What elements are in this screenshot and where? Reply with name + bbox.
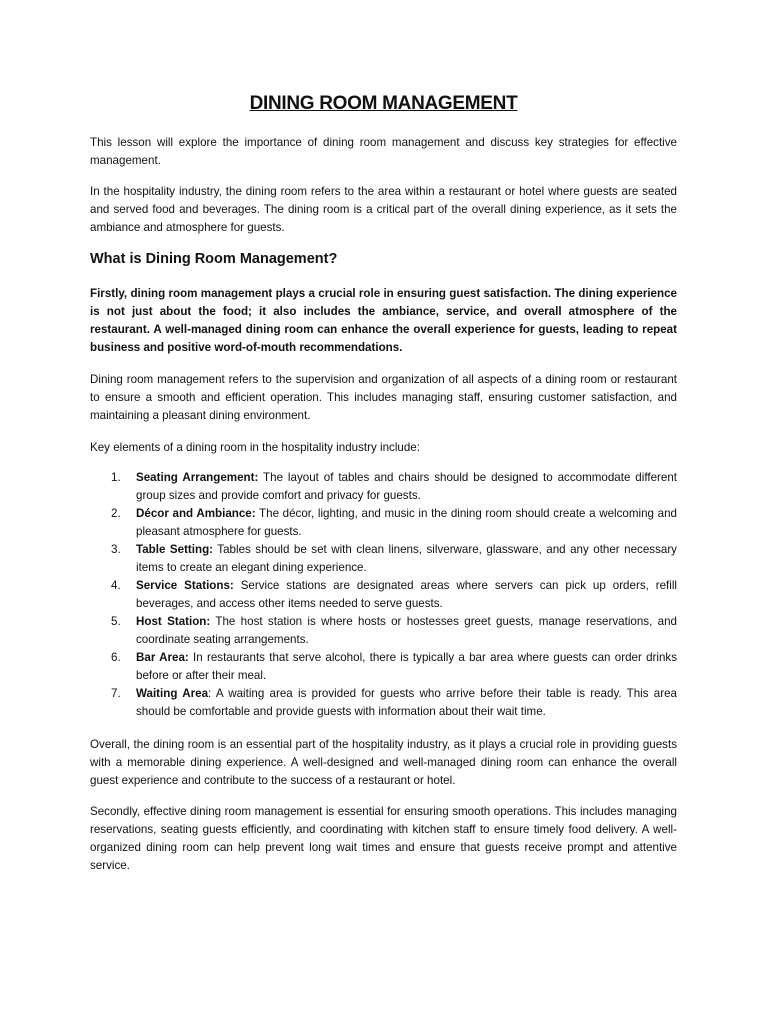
list-number: 6. [111,651,121,664]
list-number: 2. [111,507,121,520]
list-item [90,685,677,721]
list-term: Waiting Area [136,687,209,700]
list-intro [90,439,677,457]
list-term: Bar Area: [136,651,189,664]
paragraph-text: Key elements of a dining room in the hospitality industry include: [90,441,420,454]
list-item [90,541,677,577]
list-term: Service Stations: [136,579,234,592]
list-term: Seating Arrangement: [136,471,259,484]
list-text: In restaurants that serve alcohol, there is typically a bar area where guests can order drinks before or after their meal. [136,651,677,682]
definition-paragraph [90,371,677,425]
paragraph-text: Overall, the dining room is an essential part of the hospitality industry, as it plays a crucial role in providing guests with a memorable dining experience. A well-designed and well-managed dining room can enhance the overall guest experience and contribute to the success of a restaurant or hotel. [90,738,677,787]
closing-paragraph-1 [90,736,677,790]
paragraph-text: Firstly, dining room management plays a crucial role in ensuring guest satisfaction. The dining experience is not just about the food; it also includes the ambiance, service, and overall atmosphere of the restaurant. A well-managed dining room can enhance the overall experience for guests, leading to repeat business and positive word-of-mouth recommendations. [90,287,677,354]
document-title: DINING ROOM MANAGEMENT [249,93,518,114]
list-text: Tables should be set with clean linens, silverware, glassware, and any other necessary items to create an elegant dining experience. [136,543,677,574]
intro-paragraph-1 [90,134,677,170]
list-number: 4. [111,579,121,592]
list-item [90,613,677,649]
intro-paragraph-2 [90,183,677,237]
list-text: Service stations are designated areas where servers can pick up orders, refill beverages, and access other items needed to serve guests. [136,579,678,610]
list-term: Décor and Ambiance: [136,507,256,520]
list-text: The host station is where hosts or hostesses greet guests, manage reservations, and coordinate seating arrangements. [136,615,677,646]
paragraph-text: Dining room management refers to the supervision and organization of all aspects of a dining room or restaurant to ensure a smooth and efficient operation. This includes managing staff, ensuring customer satisfaction, and maintaining a pleasant dining environment. [90,373,677,422]
list-item [90,469,677,505]
list-item [90,649,677,685]
list-number: 7. [111,687,121,700]
section-heading: What is Dining Room Management? [90,251,338,267]
list-text: : A waiting area is provided for guests who arrive before their table is ready. This area should be comfortable and provide guests with information about their wait time. [136,687,677,718]
list-text: The décor, lighting, and music in the dining room should create a welcoming and pleasant atmosphere for guests. [136,507,677,538]
list-number: 1. [111,471,121,484]
key-elements-list [90,469,677,721]
bold-paragraph [90,285,677,357]
list-text: The layout of tables and chairs should be designed to accommodate different group sizes and provide comfort and privacy for guests. [136,471,677,502]
list-number: 5. [111,615,121,628]
list-item [90,505,677,541]
list-item [90,577,677,613]
list-number: 3. [111,543,121,556]
list-term: Table Setting: [136,543,214,556]
paragraph-text: In the hospitality industry, the dining room refers to the area within a restaurant or hotel where guests are seated and served food and beverages. The dining room is a critical part of the overall dining experience, as it sets the ambiance and atmosphere for guests. [90,185,677,234]
closing-paragraph-2 [90,803,677,875]
paragraph-text: This lesson will explore the importance of dining room management and discuss key strategies for effective management. [90,136,677,167]
paragraph-text: Secondly, effective dining room management is essential for ensuring smooth operations. This includes managing reservations, seating guests efficiently, and coordinating with kitchen staff to ensure timely food delivery. A well-organized dining room can help prevent long wait times and ensure that guests receive prompt and attentive service. [90,805,677,872]
list-term: Host Station: [136,615,211,628]
